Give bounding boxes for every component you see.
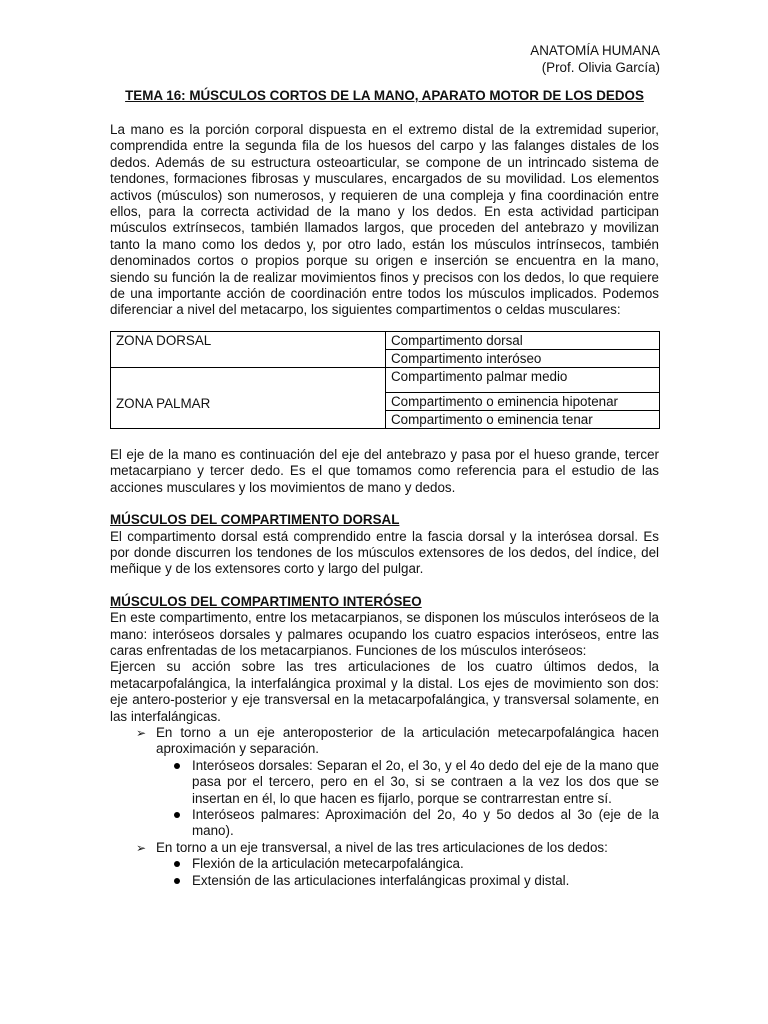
bullet-icon	[174, 861, 180, 867]
interoseo-intro-text: En este compartimento, entre los metacarpianos, se disponen los músculos interóseos de la mano: interóseos dorsales y palmares ocupando los cuatro espacios interóseos, entre las caras enfrentadas de los metacarpianos. Funciones de los músculos interóseos:	[110, 610, 659, 658]
dorsal-section-text: El compartimento dorsal está comprendido entre la fascia dorsal y la interósea dorsal. Es por donde discurren los tendones de los músculos extensores de los dedos, del índice, del meñique y de los extensores corto y largo del pulgar.	[110, 528, 659, 577]
interoseo-section-heading: MÚSCULOS DEL COMPARTIMENTO INTERÓSEO	[110, 593, 422, 609]
sub-list-item-text: Flexión de la articulación metecarpofalángica.	[192, 856, 464, 872]
spacer	[110, 578, 659, 594]
zone-palmar-cell: ZONA PALMAR	[111, 367, 386, 428]
compartment-cell: Compartimento o eminencia tenar	[386, 410, 660, 428]
compartments-table	[110, 331, 660, 429]
page-header	[530, 42, 660, 76]
list-item	[136, 725, 659, 840]
intro-paragraph: La mano es la porción corporal dispuesta en el extremo distal de la extremidad superior, comprendida entre la segunda fila de los huesos del carpo y las falanges distales de los dedos. Además de su estructura osteoarticular, se compone de un intrincado sistema de tendones, formaciones fibrosas y musculares, encargados de su movilidad. Los elementos activos (músculos) son numerosos, y requieren de una compleja y fina coordinación entre ellos, para la correcta actividad de la mano y los dedos. En esta actividad participan músculos extrínsecos, también llamados largos, que proceden del antebrazo y movilizan tanto la mano como los dedos y, por otro lado, están los músculos intrínsecos, también denominados cortos o propios porque su origen e inserción se encuentra en la mano, siendo su función la de realizar movimientos finos y precisos con los dedos, lo que requiere de una importante acción de coordinación entre todos los músculos implicados. Podemos diferenciar a nivel del metacarpo, los siguientes compartimentos o celdas musculares:	[110, 122, 659, 318]
sub-list	[156, 758, 659, 840]
compartment-cell: Compartimento o eminencia hipotenar	[386, 392, 660, 410]
sub-list	[156, 856, 659, 889]
professor-name: (Prof. Olivia García)	[541, 60, 660, 75]
bullet-icon	[174, 878, 180, 884]
table-row	[111, 331, 660, 349]
sub-list-item	[172, 856, 659, 872]
sub-list-item-text: Interóseos dorsales: Separan el 2o, el 3o, y el 4o dedo del eje de la mano que pasa por el tercero, pero en el 3o, si se contraen a la vez los dos que se insertan en él, lo que hacen es fijarlo, porque se contrarrestan entre sí.	[192, 757, 659, 806]
table-row	[111, 367, 660, 392]
arrow-bullet-icon: ➢	[136, 725, 147, 740]
hand-axis-paragraph: El eje de la mano es continuación del eje del antebrazo y pasa por el hueso grande, tercer metacarpiano y tercer dedo. Es el que tomamos como referencia para el estudio de las acciones musculares y los movimientos de mano y dedos.	[110, 446, 659, 495]
document-title: TEMA 16: MÚSCULOS CORTOS DE LA MANO, APARATO MOTOR DE LOS DEDOS	[125, 88, 644, 103]
compartment-cell: Compartimento interóseo	[386, 349, 660, 367]
sub-list-item	[172, 807, 659, 840]
list-item-text: En torno a un eje transversal, a nivel de las tres articulaciones de los dedos:	[156, 839, 608, 855]
course-name: ANATOMÍA HUMANA	[530, 43, 660, 58]
compartment-cell: Compartimento dorsal	[386, 331, 660, 349]
interoseo-action-text: Ejercen su acción sobre las tres articulaciones de los cuatro últimos dedos, la metacarpofalángica, la interfalángica proximal y la distal. Los ejes de movimiento son dos: eje antero-posterior y eje transversal en la metacarpofalángica, y transversal solamente, en las interfalángicas.	[110, 659, 659, 724]
sub-list-item-text: Extensión de las articulaciones interfalángicas proximal y distal.	[192, 872, 570, 888]
zone-dorsal-cell: ZONA DORSAL	[111, 331, 386, 367]
sub-list-item-text: Interóseos palmares: Aproximación del 2o, 4o y 5o dedos al 3o (eje de la mano).	[192, 807, 659, 839]
dorsal-section-heading: MÚSCULOS DEL COMPARTIMENTO DORSAL	[110, 512, 400, 528]
list-item	[136, 840, 659, 889]
spacer	[110, 496, 659, 512]
compartment-cell: Compartimento palmar medio	[386, 367, 660, 392]
bullet-icon	[174, 763, 180, 769]
document-body	[110, 122, 659, 889]
sub-list-item	[172, 758, 659, 807]
list-item-text: En torno a un eje anteroposterior de la articulación metecarpofalángica hacen aproximación y separación.	[156, 724, 659, 757]
sub-list-item	[172, 873, 659, 889]
movement-axes-list	[110, 725, 659, 889]
bullet-icon	[174, 812, 180, 818]
arrow-bullet-icon: ➢	[136, 840, 147, 855]
